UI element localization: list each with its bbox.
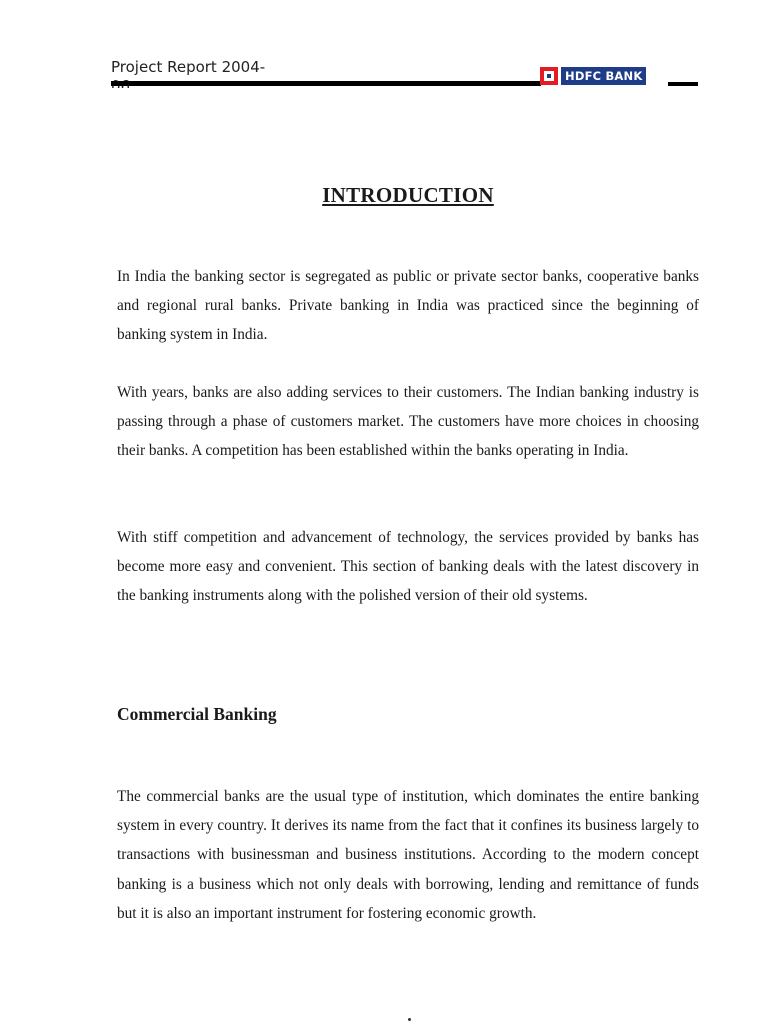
section-heading: Commercial Banking	[117, 704, 277, 724]
header-rule	[111, 81, 541, 86]
page-marker	[408, 1018, 411, 1021]
paragraph-3: With stiff competition and advancement of technology, the services provided by banks has become more easy and convenient. This section of banking deals with the latest discovery in the banking instruments along with the polished version of their old systems.	[117, 529, 699, 605]
header-title: Project Report 2004-	[111, 58, 266, 76]
document-title: INTRODUCTION	[322, 183, 494, 207]
header-rule-right	[668, 82, 698, 86]
logo-text: HDFC BANK	[561, 67, 646, 85]
paragraph-1: In India the banking sector is segregated as public or private sector banks, cooperative banks and regional rural banks. Private banking in India was practiced since the beginning of banking system in India.	[117, 268, 699, 344]
paragraph-2: With years, banks are also adding services to their customers. The Indian banking industry is passing through a phase of customers market. The customers have more choices in choosing their banks. A competition has been established within the banks operating in India.	[117, 384, 699, 460]
hdfc-logo-icon	[540, 67, 558, 85]
page-header	[0, 0, 768, 92]
section-paragraph: The commercial banks are the usual type of institution, which dominates the entire banking system in every country. It derives its name from the fact that it confines its business largely to transactions with businessman and business institutions. According to the modern concept banking is a business which not only deals with borrowing, lending and remittance of funds but it is also an important instrument for fostering economic growth.	[117, 788, 699, 922]
hdfc-bank-logo	[540, 66, 650, 86]
